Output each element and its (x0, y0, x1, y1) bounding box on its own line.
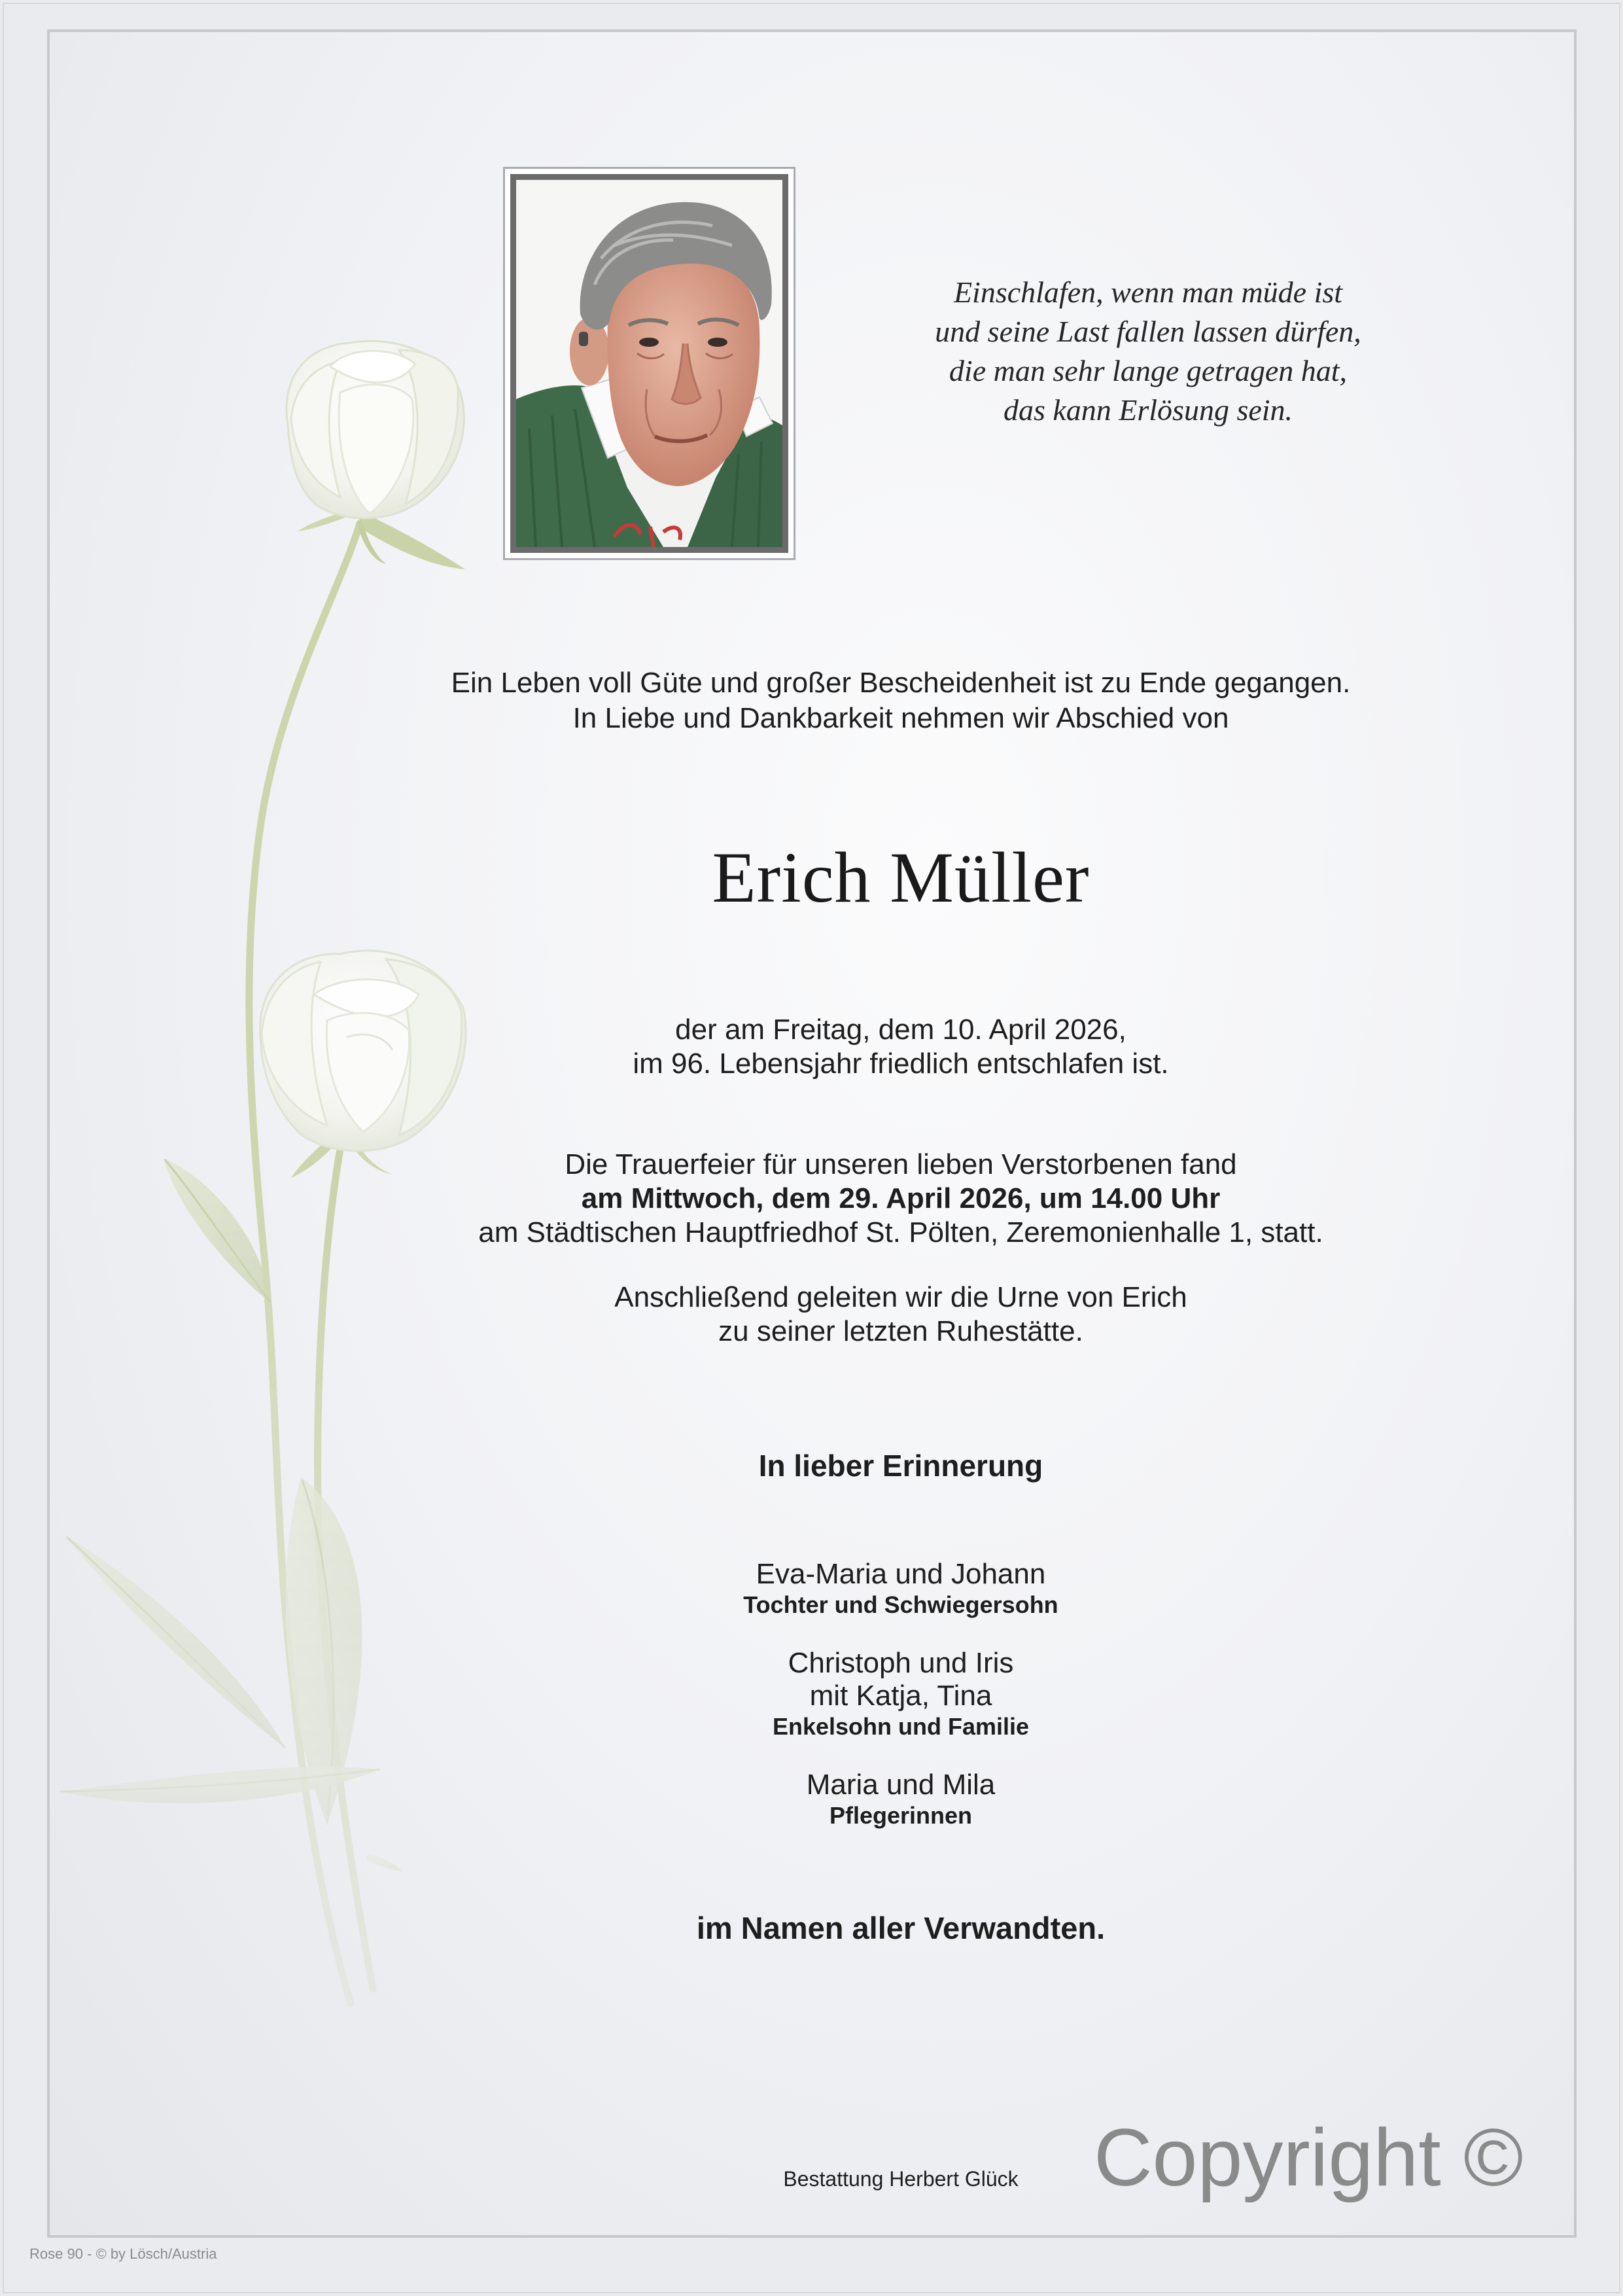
portrait-photo-area (510, 174, 788, 553)
mourner-names: Maria und Mila (806, 1769, 996, 1801)
death-info-line: im 96. Lebensjahr friedlich entschlafen ist. (633, 1048, 1169, 1080)
ceremony-line: Die Trauerfeier für unseren lieben Verstorbenen fand (565, 1148, 1237, 1180)
closing-line: im Namen aller Verwandten. (696, 1911, 1106, 1945)
mourner-names: mit Katja, Tina (809, 1680, 992, 1712)
ceremony-date-time: am Mittwoch, dem 29. April 2026, um 14.00 Uhr (581, 1182, 1221, 1214)
death-info-line: der am Freitag, dem 10. April 2026, (675, 1014, 1126, 1046)
mourner-names: Christoph und Iris (788, 1647, 1014, 1679)
urn-line: Anschließend geleiten wir die Urne von Erich (614, 1281, 1187, 1313)
deceased-name: Erich Müller (712, 838, 1090, 917)
mourner-relation: Enkelsohn und Familie (772, 1713, 1030, 1740)
mourner-names: Eva-Maria und Johann (756, 1558, 1046, 1590)
copyright-watermark: Copyright © (1094, 2113, 1524, 2203)
quote-line: das kann Erlösung sein. (1003, 393, 1293, 427)
mourner-relation: Tochter und Schwiegersohn (743, 1591, 1058, 1618)
mourner-group (345, 1558, 1457, 1619)
mourner-group (345, 1647, 1457, 1741)
template-credit: Rose 90 - © by Lösch/Austria (29, 2246, 217, 2262)
ceremony-location: am Städtischen Hauptfriedhof St. Pölten, Zeremonienhalle 1, statt. (478, 1216, 1323, 1248)
quote-line: die man sehr lange getragen hat, (949, 354, 1348, 387)
memorial-quote (821, 273, 1475, 430)
quote-line: Einschlafen, wenn man müde ist (953, 275, 1343, 309)
death-info (345, 1013, 1457, 1081)
mourner-relation: Pflegerinnen (829, 1802, 973, 1829)
rose-leaves (59, 1158, 403, 1871)
portrait-frame (503, 167, 795, 560)
intro-line: Ein Leben voll Güte und großer Bescheidenheit ist zu Ende gegangen. (451, 667, 1351, 699)
urn-line: zu seiner letzten Ruhestätte. (718, 1315, 1083, 1347)
intro-text (345, 665, 1457, 736)
urn-info (345, 1280, 1457, 1349)
rose-bloom-top (287, 341, 465, 569)
intro-line: In Liebe und Dankbarkeit nehmen wir Abschied von (572, 702, 1229, 734)
remembrance-heading: In lieber Erinnerung (758, 1449, 1043, 1483)
mourner-group (345, 1769, 1457, 1830)
quote-line: und seine Last fallen lassen dürfen, (935, 315, 1361, 348)
portrait-photo (516, 180, 782, 547)
undertaker-name: Bestattung Herbert Glück (783, 2167, 1019, 2191)
ceremony-info (345, 1148, 1457, 1250)
